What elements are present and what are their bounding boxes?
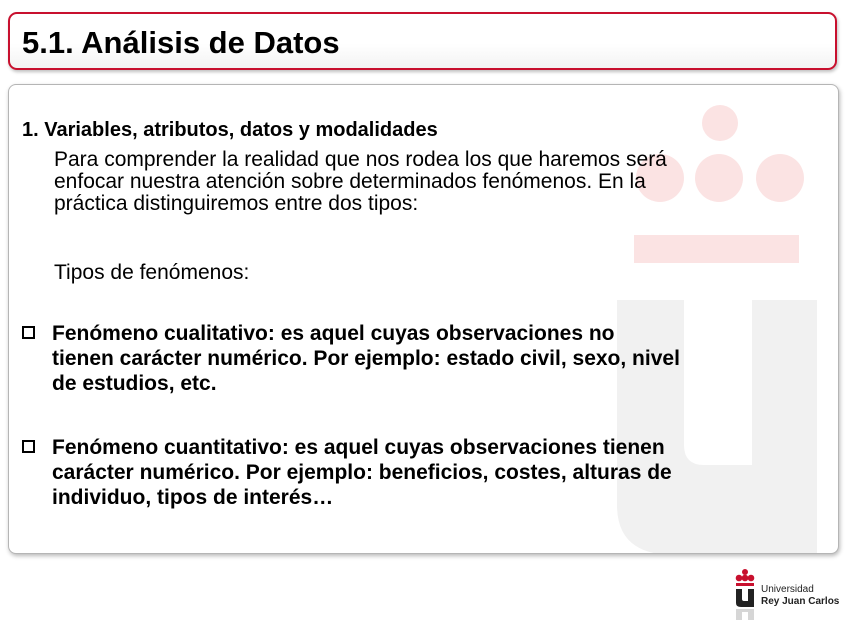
urjc-logo-icon	[733, 568, 757, 628]
bullet-line: Fenómeno cuantitativo: es aquel cuyas observaciones tienen	[52, 436, 665, 459]
bullet-line: Fenómeno cualitativo: es aquel cuyas observaciones no	[52, 322, 615, 345]
types-subheading: Tipos de fenómenos:	[54, 261, 250, 284]
logo-university-label: Universidad	[761, 584, 814, 595]
university-logo	[733, 568, 843, 628]
bullet-text	[52, 321, 680, 396]
logo-name-label: Rey Juan Carlos	[761, 596, 840, 607]
intro-line: práctica distinguiremos entre dos tipos:	[54, 192, 419, 215]
checkbox-bullet-icon	[22, 326, 35, 339]
intro-line: enfocar nuestra atención sobre determinados fenómenos. En la	[54, 170, 646, 193]
slide-title: 5.1. Análisis de Datos	[22, 25, 340, 60]
bullet-text	[52, 435, 672, 510]
slide-title-box	[8, 12, 837, 70]
bullet-line: de estudios, etc.	[52, 372, 217, 395]
checkbox-bullet-icon	[22, 440, 35, 453]
intro-paragraph	[54, 149, 667, 215]
content-panel	[8, 84, 839, 554]
bullet-line: individuo, tipos de interés…	[52, 486, 334, 509]
bullet-line: carácter numérico. Por ejemplo: beneficios, costes, alturas de	[52, 461, 672, 484]
section-heading: 1. Variables, atributos, datos y modalidades	[22, 119, 438, 141]
intro-line: Para comprender la realidad que nos rodea los que haremos será	[54, 148, 667, 171]
bullet-line: tienen carácter numérico. Por ejemplo: estado civil, sexo, nivel	[52, 347, 680, 370]
